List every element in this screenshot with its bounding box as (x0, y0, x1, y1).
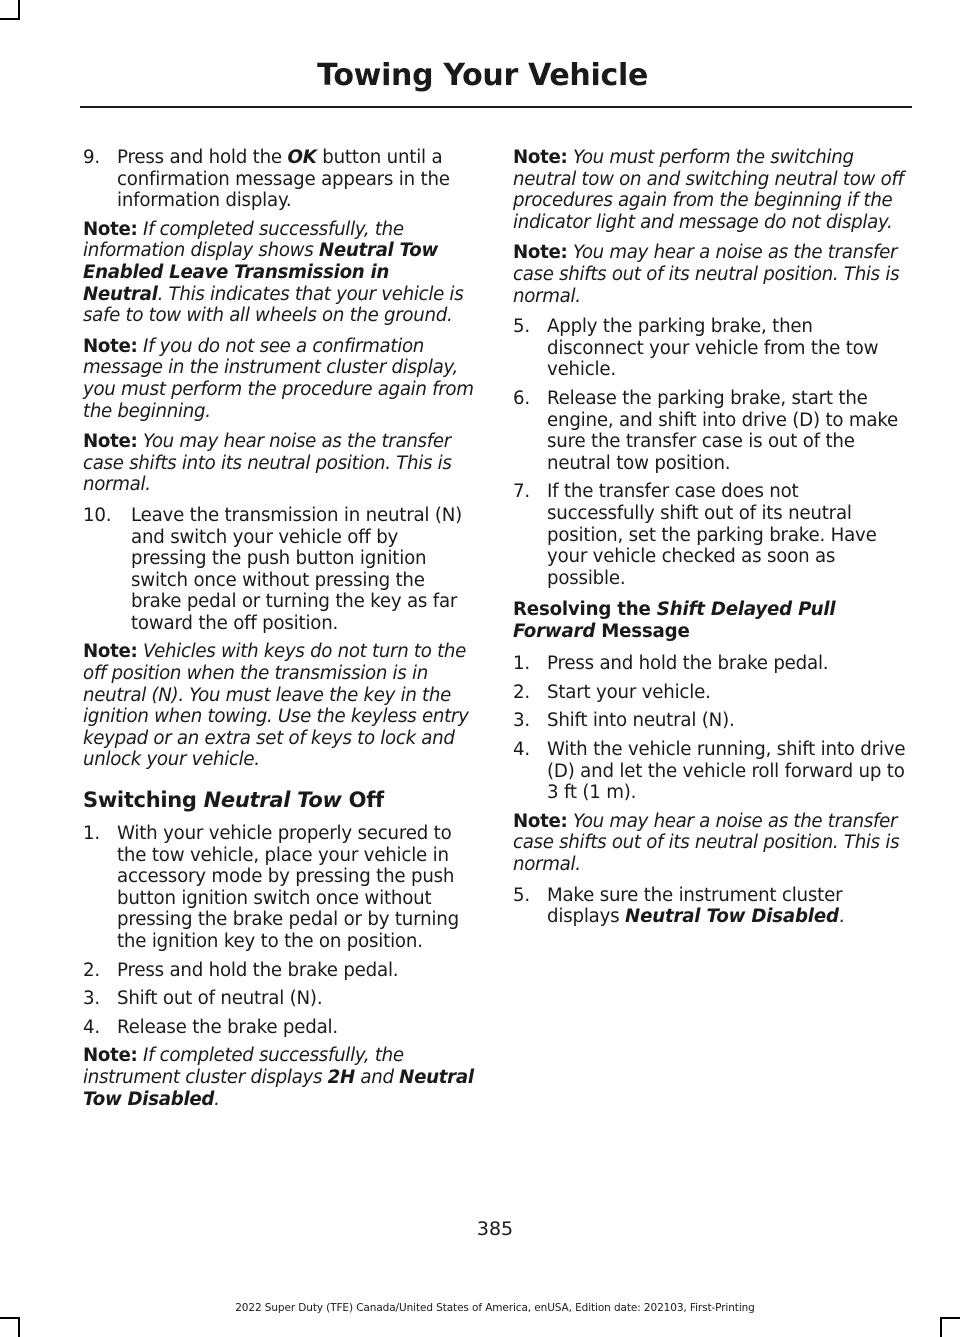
note: Note: If you do not see a confirmation message in the instrument cluster display, you must perform the procedure again from the beginning. (83, 335, 474, 422)
list-item: 9. Press and hold the OK button until a confirmation message appears in the information display. (83, 147, 450, 212)
section-heading: Switching Neutral Tow Off (83, 788, 384, 813)
crop-mark (940, 1317, 960, 1319)
list-item: 7. If the transfer case does not successfully shift out of its neutral position, set the parking brake. Have your vehicle checked as soon as possible. (513, 481, 877, 589)
list-item: 2. Press and hold the brake pedal. (83, 959, 399, 981)
header-divider (80, 106, 912, 108)
note: Note: You may hear a noise as the transfer case shifts out of its neutral position. This is normal. (513, 242, 900, 307)
crop-mark (18, 0, 20, 20)
page-title: Towing Your Vehicle (317, 58, 648, 93)
list-item: 5. Apply the parking brake, then disconnect your vehicle from the tow vehicle. (513, 316, 879, 381)
crop-mark (0, 1317, 20, 1319)
note: Note: If completed successfully, the instrument cluster displays 2H and Neutral Tow Disabled. (83, 1045, 474, 1110)
note: Note: Vehicles with keys do not turn to the off position when the transmission is in neutral (N). You must leave the key in the ignition when towing. Use the keyless entry keypad or an extra set of keys to lock and unlock your vehicle. (83, 641, 469, 771)
list-item: 3. Shift into neutral (N). (513, 710, 735, 732)
list-item: 4. With the vehicle running, shift into drive (D) and let the vehicle roll forward up to 3 ft (1 m). (513, 739, 906, 804)
page-number: 385 (476, 1218, 514, 1240)
list-item: 1. With your vehicle properly secured to the tow vehicle, place your vehicle in accessory mode by pressing the push button ignition switch once without pressing the brake pedal or by turning the ignition key to the on position. (83, 823, 459, 952)
left-column (83, 147, 475, 1119)
list-item: 6. Release the parking brake, start the engine, and shift into drive (D) to make sure the transfer case is out of the neutral tow position. (513, 387, 899, 474)
note: Note: You must perform the switching neutral tow on and switching neutral tow off procedures again from the beginning if the indicator light and message do not display. (513, 147, 904, 233)
list-item: 5. Make sure the instrument cluster displays Neutral Tow Disabled. (513, 884, 845, 928)
list-item: 4. Release the brake pedal. (83, 1016, 338, 1038)
note: Note: If completed successfully, the information display shows Neutral Tow Enabled Leave Transmission in Neutral. This indicates that your vehicle is safe to tow with all wheels on the ground. (83, 218, 464, 327)
crop-mark (0, 18, 20, 20)
crop-mark (940, 1317, 942, 1337)
note: Note: You may hear noise as the transfer case shifts into its neutral position. This is normal. (83, 431, 452, 496)
note: Note: You may hear a noise as the transfer case shifts out of its neutral position. This is normal. (513, 810, 900, 876)
list-item: 1. Press and hold the brake pedal. (513, 653, 829, 675)
list-item: 3. Shift out of neutral (N). (83, 988, 323, 1010)
list-item: 10. Leave the transmission in neutral (N) and switch your vehicle off by pressing the push button ignition switch once without pressing the brake pedal or turning the key as far toward the off position. (83, 504, 463, 634)
list-item: 2. Start your vehicle. (513, 681, 711, 703)
right-column (513, 147, 909, 935)
section-heading: Resolving the Shift Delayed Pull Forward Message (513, 599, 836, 643)
crop-mark (18, 1317, 20, 1337)
footer-text: 2022 Super Duty (TFE) Canada/United States of America, enUSA, Edition date: 202103, First-Printing (235, 1302, 755, 1314)
